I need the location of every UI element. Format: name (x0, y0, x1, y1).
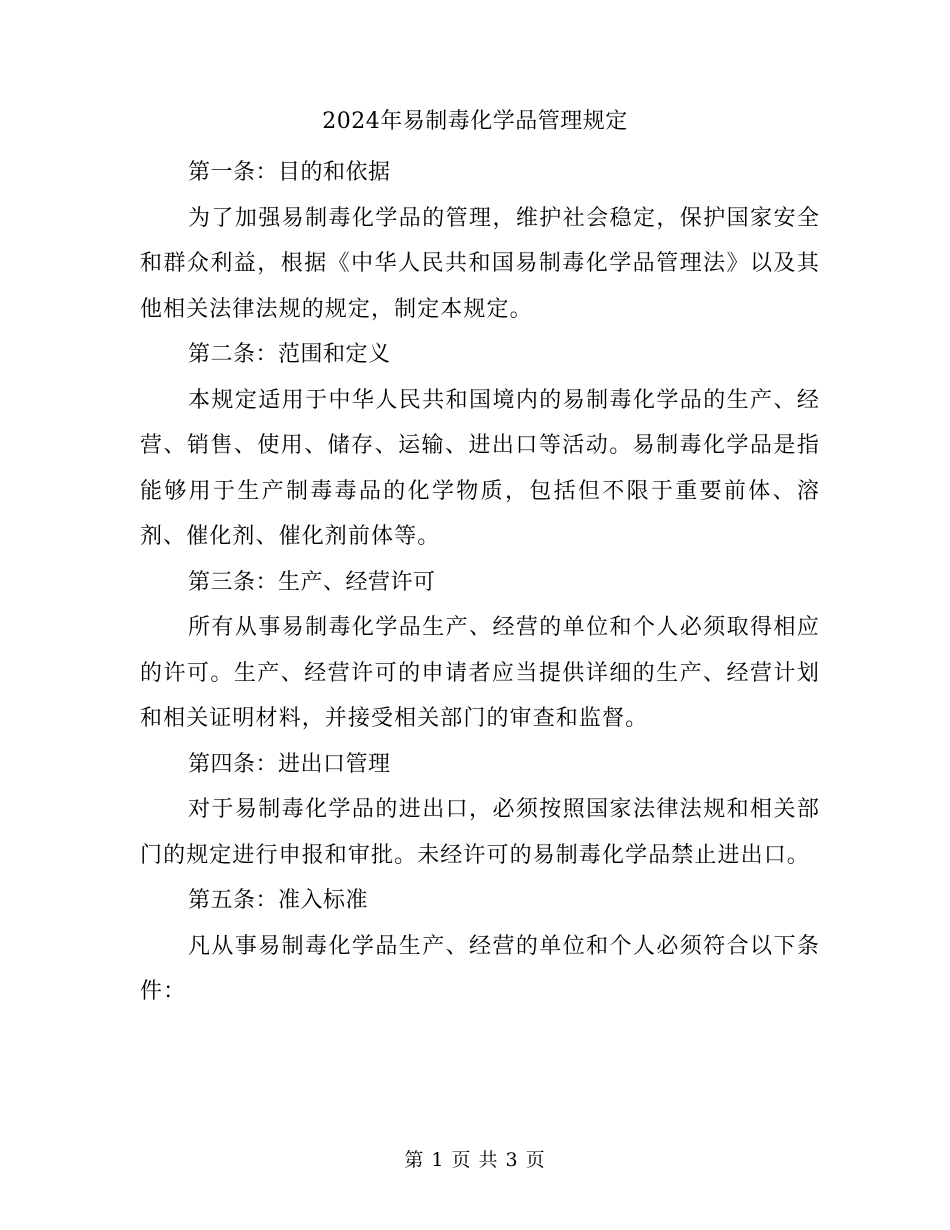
page-footer: 第 1 页 共 3 页 (404, 1149, 546, 1171)
section-5-heading: 第五条：准入标准 (188, 888, 369, 913)
section-4-heading: 第四条：进出口管理 (188, 751, 391, 777)
section-4-paragraph: 对于易制毒化学品的进出口，必须按照国家法律法规和相关部门的规定进行申报和审批。未经许可的易制毒化学品禁止进出口。 (140, 797, 820, 868)
section-1-heading: 第一条：目的和依据 (188, 160, 391, 185)
section-2-heading: 第二条：范围和定义 (188, 342, 391, 367)
section-5-paragraph: 凡从事易制毒化学品生产、经营的单位和个人必须符合以下条件： (140, 933, 820, 1004)
document-body (140, 150, 820, 1015)
document-title: 2024年易制毒化学品管理规定 (322, 109, 628, 134)
section-3-heading: 第三条：生产、经营许可 (188, 569, 436, 595)
section-1-paragraph: 为了加强易制毒化学品的管理，维护社会稳定，保护国家安全和群众利益，根据《中华人民共和国易制毒化学品管理法》以及其他相关法律法规的规定，制定本规定。 (140, 205, 820, 322)
section-2-paragraph: 本规定适用于中华人民共和国境内的易制毒化学品的生产、经营、销售、使用、储存、运输、进出口等活动。易制毒化学品是指能够用于生产制毒毒品的化学物质，包括但不限于重要前体、溶剂、催化剂、催化剂前体等。 (140, 387, 820, 549)
section-3-paragraph: 所有从事易制毒化学品生产、经营的单位和个人必须取得相应的许可。生产、经营许可的申请者应当提供详细的生产、经营计划和相关证明材料，并接受相关部门的审查和监督。 (140, 615, 820, 731)
